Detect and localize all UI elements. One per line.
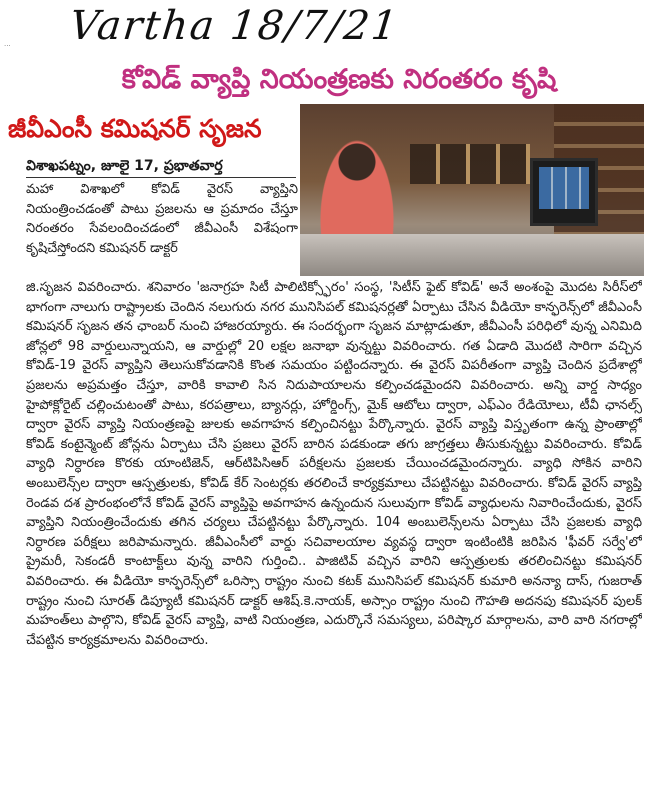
handwritten-annotation: Vartha 18/7/21 — [67, 3, 402, 49]
video-conference-monitor — [530, 158, 598, 226]
article-body-intro: మహా విశాఖలో కోవిడ్ వైరస్ వ్యాప్తిని నియంత్రించడంతో పాటు ప్రజలను ఆ ప్రమాదం చేస్తూ నిరంతరం సేవలందించడంలో జీవీఎంసీ విశేషంగా కృషిచేస్తోందని కమిషనర్ డాక్టర్ — [26, 182, 298, 256]
subheadline: జీవీఎంసీ కమిషనర్ సృజన — [8, 114, 262, 143]
dateline: విశాఖపట్నం, జూలై 17, ప్రభాతవార్త — [26, 158, 223, 174]
wall-frames — [410, 144, 530, 184]
headline: కోవిడ్ వ్యాప్తి నియంత్రణకు నిరంతరం కృషి — [121, 64, 557, 95]
article-photo — [300, 104, 644, 276]
article-body: జి.సృజన వివరించారు. శనివారం 'జనాగ్రహ సిటీ పాలిటిక్స్ఫోరం' సంస్థ, 'సిటీస్ ఫైట్ కోవిడ్' అనే అంశంపై మొదట సిరీస్‌లో భాగంగా నాలుగు రాష్ట్రాలకు చెందిన నలుగురు నగర మునిసిపల్ కమిషనర్లతో ఏర్పాటు చేసిన వీడియో కాన్ఫరెన్స్‌లో జీవీఎంసీ కమిషనర్ సృజన తన ఛాంబర్ నుంచి హాజరయ్యారు. ఈ సందర్భంగా సృజన మాట్లాడుతూ, జీవీఎంసీ పరిధిలో వున్న ఎనిమిది జోన్లలో 98 వార్డులున్నాయని, ఆ వార్డుల్లో 20 లక్షల జనాభా వున్నట్టు వివరించారు. గత ఏడాది మొదటి సారిగా వచ్చిన కోవిడ్-19 వైరస్ వ్యాప్తిని తెలుసుకోవడానికి కొంత సమయం పట్టిందన్నారు. ఈ వైరస్ విపరీతంగా వ్యాప్తి చెందిన ప్రదేశాల్లో ప్రజలను అప్రమత్తం చేస్తూ, వారికి కావాలి సిన నిదుపాయాలను కల్పించడమైందని వివరించారు. అన్ని వార్డ సాధ్యం హైపోక్లోరైట్ చల్లించుటంతో పాటు, కరపత్రాలు, బ్యానర్లు, హోర్డింగ్స్, మైక్ ఆటోలు ద్వారా, ఎఫ్ఎం రేడియోలు, టీవీ ఛానల్స్ ద్వారా వైరస్ వ్యాప్తి నియంత్రణపై జులకు అవగాహన కల్పించినట్టు పేర్కొన్నారు. వైరస్ వ్యాప్తి విస్తృతంగా ఉన్న ప్రాంతాల్లో కోవిడ్ కంటైన్మెంట్ జోన్లను ఏర్పాటు చేసి ప్రజలు వైరస్ బారిన పడకుండా తగు జాగ్రత్తలు తీసుకున్నట్టు వివరించారు. కోవిడ్ వ్యాధి నిర్ధారణ కొరకు యాంటిజెన్, ఆర్‌టిపిసిఆర్ పరీక్షలను ప్రజలకు చేయించడమైందన్నారు. వ్యాధి సోకిన వారిని అంబులెన్స్‌ల ద్వారా ఆస్పత్రులకు, కోవిడ్ కేర్ సెంటర్లకు తరలించే కార్యక్రమాలు చేపట్టినట్టు వివరించారు. కోవిడ్ వైరస్ వ్యాప్తి రెండవ దశ ప్రారంభంలోనే కోవిడ్ వైరస్ వ్యాప్తిపై అవగాహన ఉన్నందున సులువుగా కోవిడ్ వ్యాధులను నివారించేందుకు, వైరస్ వ్యాప్తిని నియంత్రించేందుకు తగిన చర్యలు చేపట్టినట్టు పేర్కొన్నారు. 104 అంబులెన్స్‌లను ఏర్పాటు చేసి ప్రజలకు వ్యాధి నిర్ధారణ పరీక్షలు జరిపామన్నారు. జీవీఎంసీలో వార్డు సచివాలయాల వ్యవస్థ ద్వారా ఇంటింటికి జరిపిన 'ఫీవర్ సర్వే'లో ప్రైమరీ, సెకండరీ కాంటాక్ట్‌లు వున్న వారిని గుర్తించి.. పాజిటివ్ వచ్చిన వారిని ఆస్పత్రులకు తరలించినట్టు కమిషనర్ వివరించారు. ఈ వీడియో కాన్ఫరెన్స్‌లో ఒరిస్సా రాష్ట్రం నుంచి కటక్ మునిసిపల్ కమిషనర్ కుమారి అనన్యా దాస్, గుజరాత్ రాష్ట్రం నుంచి సూరత్ డిప్యూటీ కమిషనర్ డాక్టర్ ఆశిష్.కె.నాయక్, అస్సాం రాష్ట్రం నుంచి గౌహతి అదనపు కమిషనర్ పులక్ మహంత్‌లు పాల్గొని, కోవిడ్ వైరస్ వ్యాప్తి, వాటి నియంత్రణ, ఎదుర్కొనే సమస్యలు, పరిష్కార మార్గాలను, వారి వారి నగరాల్లో చేపట్టిన కార్యక్రమాలను వివరించారు. — [26, 280, 642, 648]
source-tag: ... — [4, 40, 11, 48]
commissioner-figure — [320, 140, 394, 240]
desk — [300, 234, 644, 276]
dateline-rule — [26, 177, 296, 178]
